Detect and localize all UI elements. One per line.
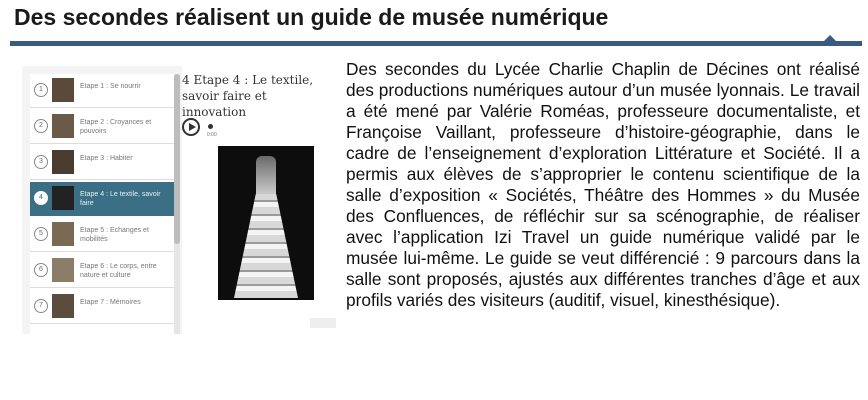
title-divider xyxy=(10,41,862,46)
step-number: 5 xyxy=(34,227,48,241)
step-label: Etape 3 : Habiter xyxy=(80,155,133,162)
divider-notch-icon xyxy=(824,35,836,41)
step-label: Etape 5 : Echanges et mobilités xyxy=(80,227,149,243)
article-title: Des secondes réalisent un guide de musée numérique xyxy=(14,4,609,30)
panel-title: 4 Etape 4 : Le textile, savoir faire et innovation xyxy=(182,73,314,119)
step-number: 1 xyxy=(34,83,48,97)
step-label: Etape 6 : Le corps, entre nature et culture xyxy=(80,263,157,279)
step-number: 3 xyxy=(34,155,48,169)
step-number: 6 xyxy=(34,263,48,277)
article-body xyxy=(12,59,860,331)
step-number: 4 xyxy=(34,191,48,205)
step-label: Etape 4 : Le textile, savoir faire xyxy=(80,191,161,207)
figure-spacer xyxy=(12,59,346,331)
step-number: 2 xyxy=(34,119,48,133)
step-label: Etape 2 : Croyances et pouvoirs xyxy=(80,119,152,135)
article-paragraph: Des secondes du Lycée Charlie Chaplin de Décines ont réalisé des productions numériques autour d’un musée lyonnais. Le travail a été mené par Valérie Roméas, professeure documentaliste, et Françoise Vaillant, professeure d’histoire-géographie, dans le cadre de l’enseignement d’exploration Littérature et Société. Il a permis aux élèves de s’approprier le contenu scientifique de la salle d’exposition « Sociétés, Théâtre des Hommes » du Musée des Confluences, de réfléchir sur sa scénographie, de réaliser avec l’application Izi Travel un guide numérique validé par le musée lui-même. Le guide se veut différencié : 9 parcours dans la salle sont proposés, ajustés aux différentes tranches d’âge et aux profils variés des visiteurs (auditif, visuel, kinesthésique). xyxy=(346,59,860,310)
step-label: Etape 7 : Mémoires xyxy=(80,299,141,306)
step-number: 7 xyxy=(34,299,48,313)
step-label: Etape 1 : Se nourrir xyxy=(80,83,141,90)
audio-time: 0:00 xyxy=(207,132,217,138)
